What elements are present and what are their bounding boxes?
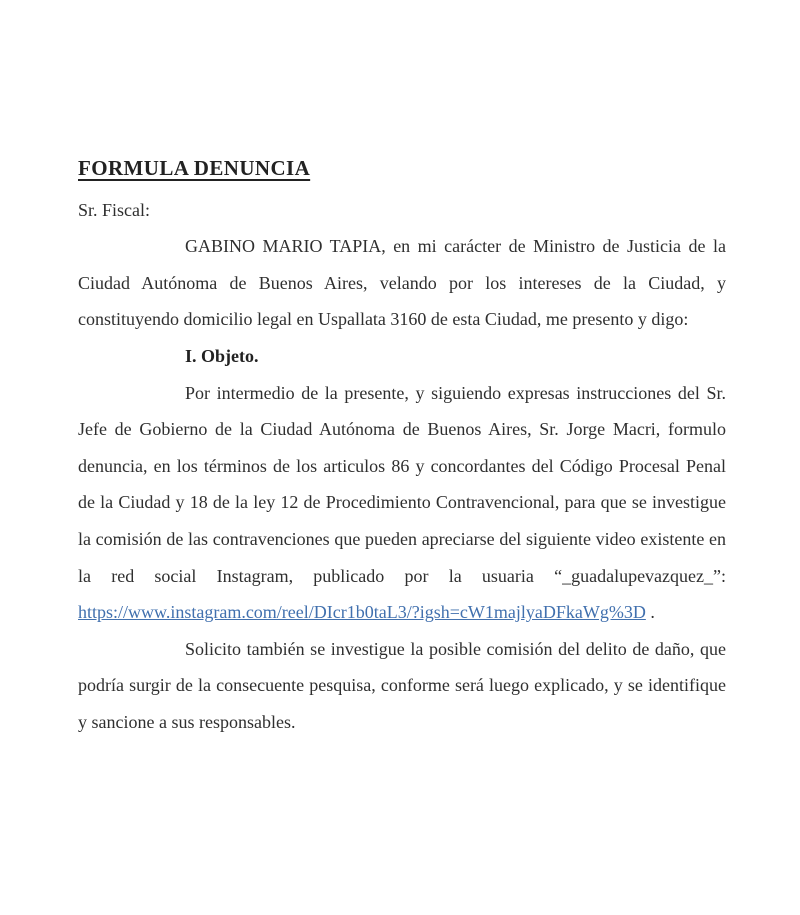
salutation: Sr. Fiscal: (78, 199, 151, 220)
intro-paragraph: GABINO MARIO TAPIA, en mi carácter de Ministro de Justicia de la Ciudad Autónoma de Buenos Aires, velando por los intereses de la Ciudad, y constituyendo domicilio legal en Uspallata 3160 de esta Ciudad, me presento y digo: (78, 236, 726, 330)
body-paragraph-tail: . (645, 602, 655, 623)
instagram-link[interactable]: https://www.instagram.com/reel/DIcr1b0taL3/?igsh=cW1majlyaDFkaWg%3D (78, 602, 646, 623)
document-title: FORMULA DENUNCIA (78, 156, 311, 180)
closing-paragraph: Solicito también se investigue la posible comisión del delito de daño, que podría surgir de la consecuente pesquisa, conforme será luego explicado, y se identifique y sancione a sus responsables. (78, 638, 726, 732)
body-paragraph-text: Por intermedio de la presente, y siguiendo expresas instrucciones del Sr. Jefe de Gobierno de la Ciudad Autónoma de Buenos Aires, Sr. Jorge Macri, formulo denuncia, en los términos de los articulos 86 y concordantes del Código Procesal Penal de la Ciudad y 18 de la ley 12 de Procedimiento Contravencional, para que se investigue la comisión de las contravenciones que pueden apreciarse del siguiente video existente en la red social Instagram, publicado por la usuaria “_guadalupevazquez_”: (78, 382, 726, 586)
body-paragraph (78, 375, 726, 631)
section-heading-objeto: I. Objeto. (185, 345, 259, 366)
